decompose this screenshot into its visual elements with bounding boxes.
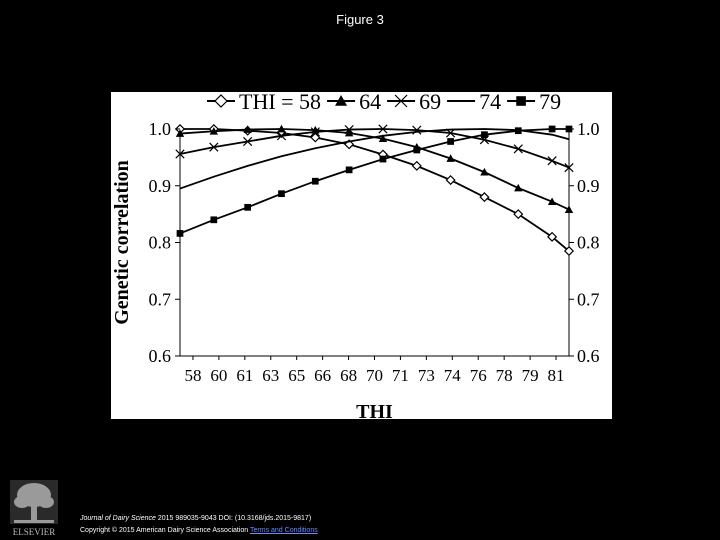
x-axis-label: THI	[356, 401, 393, 419]
x-tick-label: 68	[340, 366, 358, 385]
legend-label-thi-79: 79	[539, 92, 562, 114]
x-tick-label: 70	[366, 366, 383, 385]
y-tick-label-right: 0.9	[577, 175, 600, 196]
data-point-thi-69	[548, 157, 556, 165]
legend-prefix: THI = 58	[239, 92, 322, 114]
x-tick-label: 61	[236, 366, 254, 385]
x-tick-label: 78	[495, 366, 513, 385]
citation-text: 2015 989035-9043 DOI: (10.3168/jds.2015-9817)	[155, 515, 312, 522]
data-point-thi-58	[446, 176, 454, 184]
y-tick-label-right: 1.0	[577, 119, 600, 139]
y-tick-label-right: 0.6	[577, 346, 600, 366]
x-tick-label: 60	[210, 366, 228, 385]
y-tick-label-right: 0.8	[577, 232, 600, 253]
y-tick-label-left: 0.6	[148, 346, 171, 366]
data-point-thi-79	[447, 138, 454, 145]
data-point-thi-79	[380, 156, 387, 163]
y-tick-label-left: 0.7	[148, 289, 171, 310]
chart-panel	[111, 92, 612, 419]
y-tick-label-left: 1.0	[148, 119, 171, 139]
data-point-thi-79	[481, 131, 488, 138]
legend-label-thi-74: 74	[479, 92, 502, 114]
series-thi-74	[180, 129, 569, 189]
legend-marker-thi-79	[516, 96, 526, 106]
data-point-thi-58	[480, 193, 488, 201]
copyright-text: Copyright © 2015 American Dairy Science Association	[80, 527, 251, 534]
x-tick-label: 76	[469, 366, 487, 385]
data-point-thi-79	[515, 127, 522, 134]
data-point-thi-79	[278, 190, 285, 197]
x-tick-label: 73	[417, 366, 435, 385]
data-point-thi-79	[244, 204, 251, 211]
citation-line	[80, 515, 311, 522]
data-point-thi-79	[413, 147, 420, 154]
x-tick-label: 81	[547, 366, 565, 385]
elsevier-tree-icon	[10, 480, 58, 524]
data-point-thi-79	[549, 126, 556, 133]
legend-label-thi-69: 69	[419, 92, 442, 114]
data-point-thi-79	[177, 230, 184, 237]
y-tick-label-left: 0.8	[148, 232, 171, 253]
y-tick-label-right: 0.7	[577, 289, 600, 310]
data-point-thi-79	[346, 167, 353, 174]
x-tick-label: 71	[391, 366, 409, 385]
logo-text: ELSEVIER	[12, 527, 56, 537]
journal-name: Journal of Dairy Science	[80, 515, 156, 522]
series-line-thi-79	[180, 129, 569, 233]
x-tick-label: 63	[262, 366, 280, 385]
terms-link[interactable]: Terms and Conditions	[250, 527, 318, 534]
x-tick-label: 65	[288, 366, 306, 385]
series-line-thi-74	[180, 129, 569, 189]
elsevier-logo	[6, 478, 62, 538]
legend-label-thi-64: 64	[359, 92, 382, 114]
y-axis-label: Genetic correlation	[111, 160, 133, 325]
genetic-correlation-chart	[111, 92, 612, 419]
copyright-line	[80, 527, 318, 534]
data-point-thi-79	[210, 216, 217, 223]
data-point-thi-58	[413, 162, 421, 170]
x-tick-label: 79	[521, 366, 539, 385]
slide-title: Figure 3	[336, 12, 384, 27]
x-tick-label: 58	[184, 366, 202, 385]
x-tick-label: 74	[443, 366, 461, 385]
y-tick-label-left: 0.9	[148, 175, 171, 196]
x-tick-label: 66	[314, 366, 332, 385]
data-point-thi-79	[312, 178, 319, 185]
series-thi-79	[177, 126, 573, 237]
